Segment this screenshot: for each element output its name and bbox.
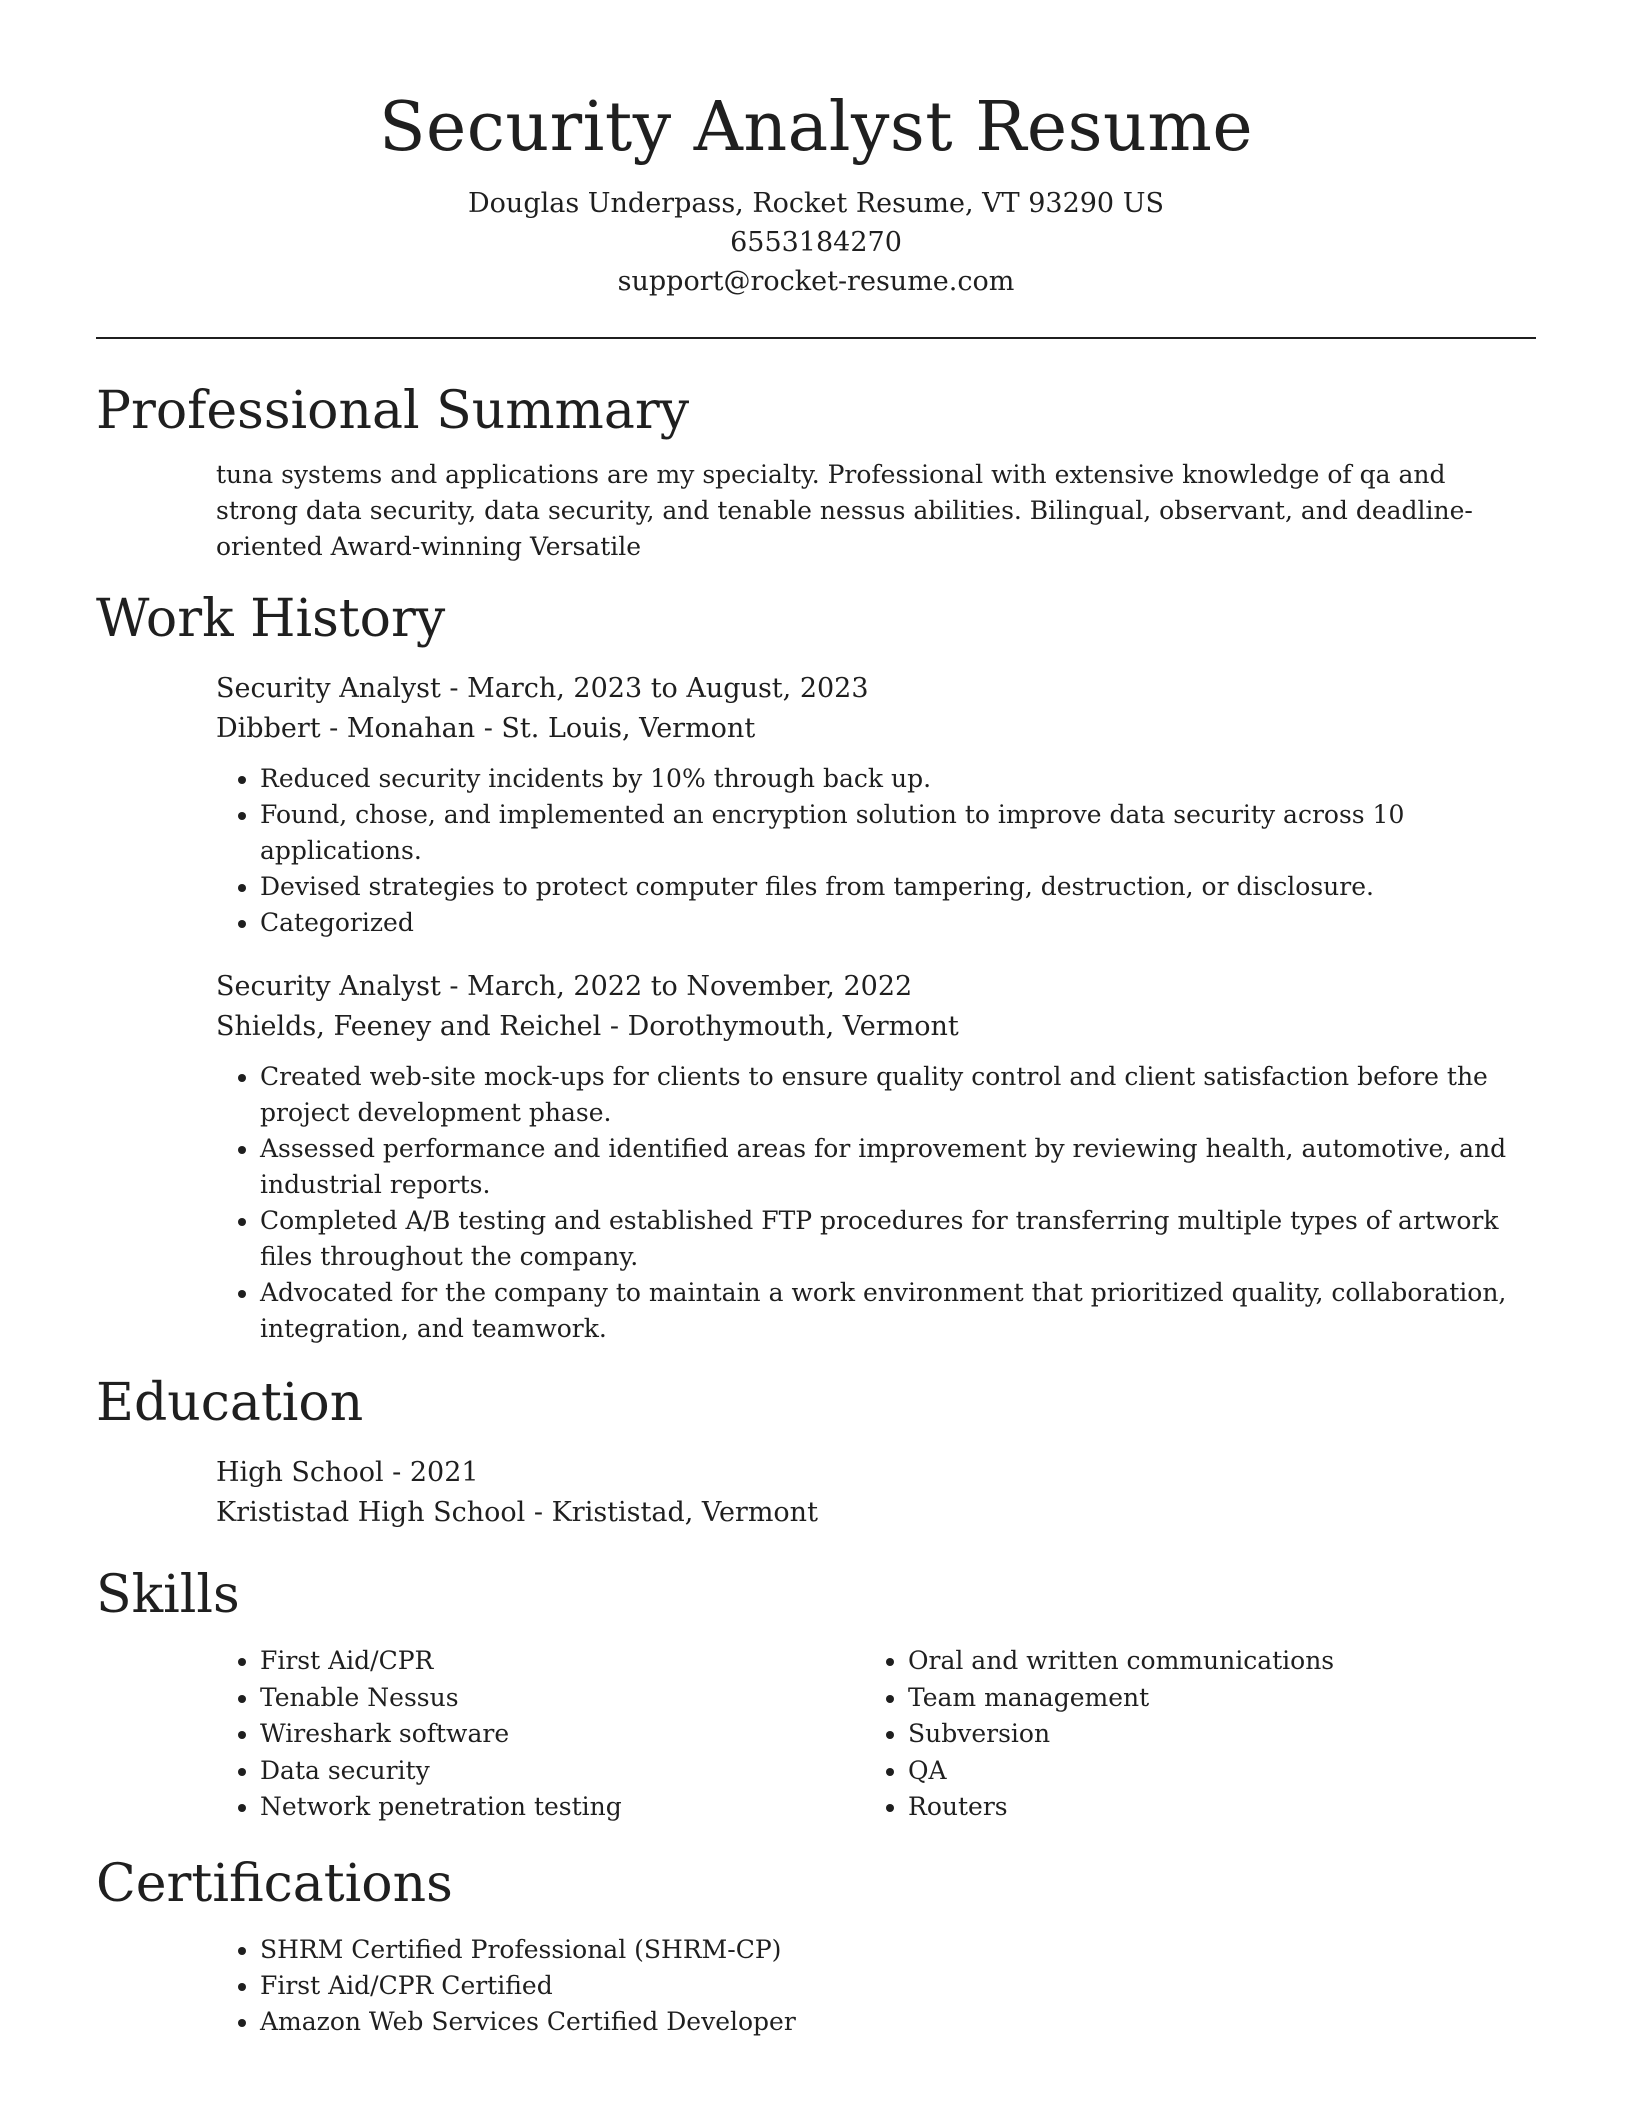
section-heading-skills: Skills [96, 1565, 240, 1625]
job-company: Shields, Feeney and Reichel [216, 1011, 602, 1042]
list-item: • Advocated for the company to maintain a work environment that prioritized quality, collaboration, integration, and teamwork. [260, 1275, 1536, 1347]
job-dates: - March, 2023 to August, 2023 [440, 673, 869, 704]
list-item: • SHRM Certified Professional (SHRM-CP) [260, 1932, 1536, 1968]
skills-grid [216, 1643, 1536, 1826]
list-item: • Devised strategies to protect computer files from tampering, destruction, or disclosure. [260, 869, 1536, 905]
job-location: - St. Louis, Vermont [475, 713, 756, 744]
list-item: • Data security [260, 1753, 864, 1790]
contact-address: Douglas Underpass, Rocket Resume, VT 93290 US [468, 188, 1164, 219]
list-item: • Oral and written communications [908, 1643, 1512, 1680]
certifications-section [96, 1852, 1536, 2040]
section-heading-summary: Professional Summary [96, 381, 690, 441]
education-school: Krististad High School [216, 1497, 526, 1528]
job-entry [216, 669, 1536, 941]
education-school-line [216, 1493, 1536, 1533]
contact-info [96, 184, 1536, 301]
job-bullets [216, 1059, 1536, 1347]
list-item: • Tenable Nessus [260, 1680, 864, 1717]
certifications-list [216, 1932, 1536, 2040]
section-heading-work: Work History [96, 589, 446, 649]
section-heading-education: Education [96, 1373, 364, 1433]
education-year: - 2021 [383, 1457, 479, 1488]
job-dates: - March, 2022 to November, 2022 [440, 971, 913, 1002]
education-entry [216, 1453, 1536, 1533]
header-divider [96, 337, 1536, 339]
list-item: • Reduced security incidents by 10% through back up. [260, 761, 1536, 797]
list-item: • Categorized [260, 905, 1536, 941]
section-heading-certifications: Certifications [96, 1853, 453, 1914]
page-title: Security Analyst Resume [378, 88, 1254, 167]
list-item: • First Aid/CPR Certified [260, 1968, 1536, 2004]
job-title-line [216, 967, 1536, 1007]
job-company-line [216, 1007, 1536, 1047]
job-location: - Dorothymouth, Vermont [601, 1011, 959, 1042]
education-degree: High School [216, 1457, 384, 1488]
job-entry [216, 967, 1536, 1347]
summary-section [96, 379, 1536, 565]
list-item: • Team management [908, 1680, 1512, 1717]
job-company-line [216, 709, 1536, 749]
list-item: • Found, chose, and implemented an encryption solution to improve data security across 10 applications. [260, 797, 1536, 869]
list-item: • Assessed performance and identified areas for improvement by reviewing health, automotive, and industrial reports. [260, 1131, 1536, 1203]
work-history-section [96, 587, 1536, 1347]
list-item: • Wireshark software [260, 1716, 864, 1753]
list-item: • QA [908, 1753, 1512, 1790]
job-title-line [216, 669, 1536, 709]
skills-section [96, 1563, 1536, 1826]
job-bullets [216, 761, 1536, 941]
list-item: • Created web-site mock-ups for clients to ensure quality control and client satisfaction before the project development phase. [260, 1059, 1536, 1131]
skills-column-right [864, 1643, 1512, 1826]
contact-email: support@rocket-resume.com [617, 266, 1015, 297]
education-location: - Krististad, Vermont [525, 1497, 818, 1528]
job-title: Security Analyst [216, 673, 441, 704]
list-item: • First Aid/CPR [260, 1643, 864, 1680]
skills-column-left [216, 1643, 864, 1826]
list-item: • Subversion [908, 1716, 1512, 1753]
job-title: Security Analyst [216, 971, 441, 1002]
resume-header [96, 0, 1536, 301]
list-item: • Completed A/B testing and established FTP procedures for transferring multiple types of artwork files throughout the company. [260, 1203, 1536, 1275]
list-item: • Network penetration testing [260, 1789, 864, 1826]
contact-phone: 6553184270 [730, 227, 902, 258]
list-item: • Routers [908, 1789, 1512, 1826]
education-section [96, 1371, 1536, 1533]
summary-text: tuna systems and applications are my specialty. Professional with extensive knowledge of qa and strong data security, data security, and tenable nessus abilities. Bilingual, observant, and deadline-oriented Award-winning Versatile [216, 460, 1473, 561]
education-degree-line [216, 1453, 1536, 1493]
job-company: Dibbert - Monahan [216, 713, 476, 744]
list-item: • Amazon Web Services Certified Developer [260, 2004, 1536, 2040]
